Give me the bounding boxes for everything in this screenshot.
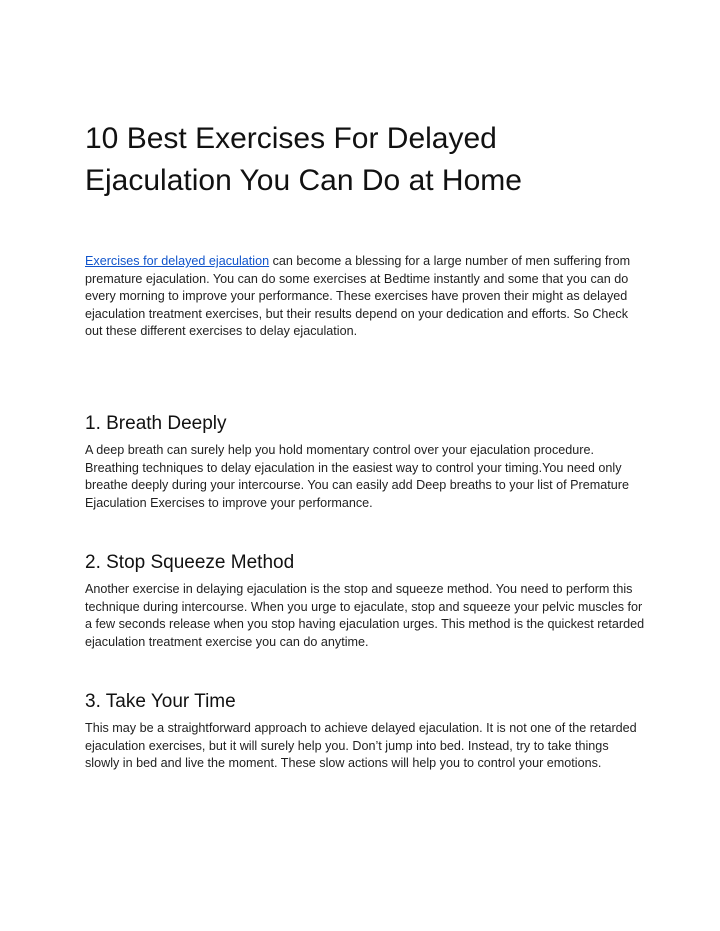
section-heading: 1. Breath Deeply bbox=[85, 413, 227, 434]
section-heading: 2. Stop Squeeze Method bbox=[85, 552, 295, 573]
intro-text: can become a blessing for a large number of men suffering from premature ejaculation. You can do some exercises at Bedtime instantly and some that you can do every morning to improve your performance. These exercises have proven their might as delayed ejaculation treatment exercises, but their results depend on your dedication and efforts. So Check out these different exercises to delay ejaculation. bbox=[85, 254, 631, 339]
page-title: 10 Best Exercises For Delayed Ejaculation You Can Do at Home bbox=[85, 122, 522, 197]
section-take-your-time bbox=[85, 690, 645, 773]
section-body: A deep breath can surely help you hold momentary control over your ejaculation procedure. Breathing techniques to delay ejaculation in the easiest way to control your timing.You need only breathe deeply during your intercourse. You can easily add Deep breaths to your list of Premature Ejaculation Exercises to improve your performance. bbox=[85, 443, 629, 510]
intro-link[interactable]: Exercises for delayed ejaculation bbox=[85, 254, 270, 268]
section-body: Another exercise in delaying ejaculation is the stop and squeeze method. You need to perform this technique during intercourse. When you urge to ejaculate, stop and squeeze your pelvic muscles for a few seconds release when you stop having ejaculation urges. This method is the quickest retarded ejaculation treatment exercise you can do anytime. bbox=[85, 582, 645, 649]
section-breath-deeply bbox=[85, 412, 645, 512]
intro-paragraph bbox=[85, 253, 645, 341]
section-heading: 3. Take Your Time bbox=[85, 691, 236, 712]
section-body: This may be a straightforward approach to achieve delayed ejaculation. It is not one of the retarded ejaculation exercises, but it will surely help you. Don’t jump into bed. Instead, try to take things slowly in bed and live the moment. These slow actions will help you to control your emotions. bbox=[85, 721, 637, 771]
section-stop-squeeze-method bbox=[85, 551, 645, 651]
